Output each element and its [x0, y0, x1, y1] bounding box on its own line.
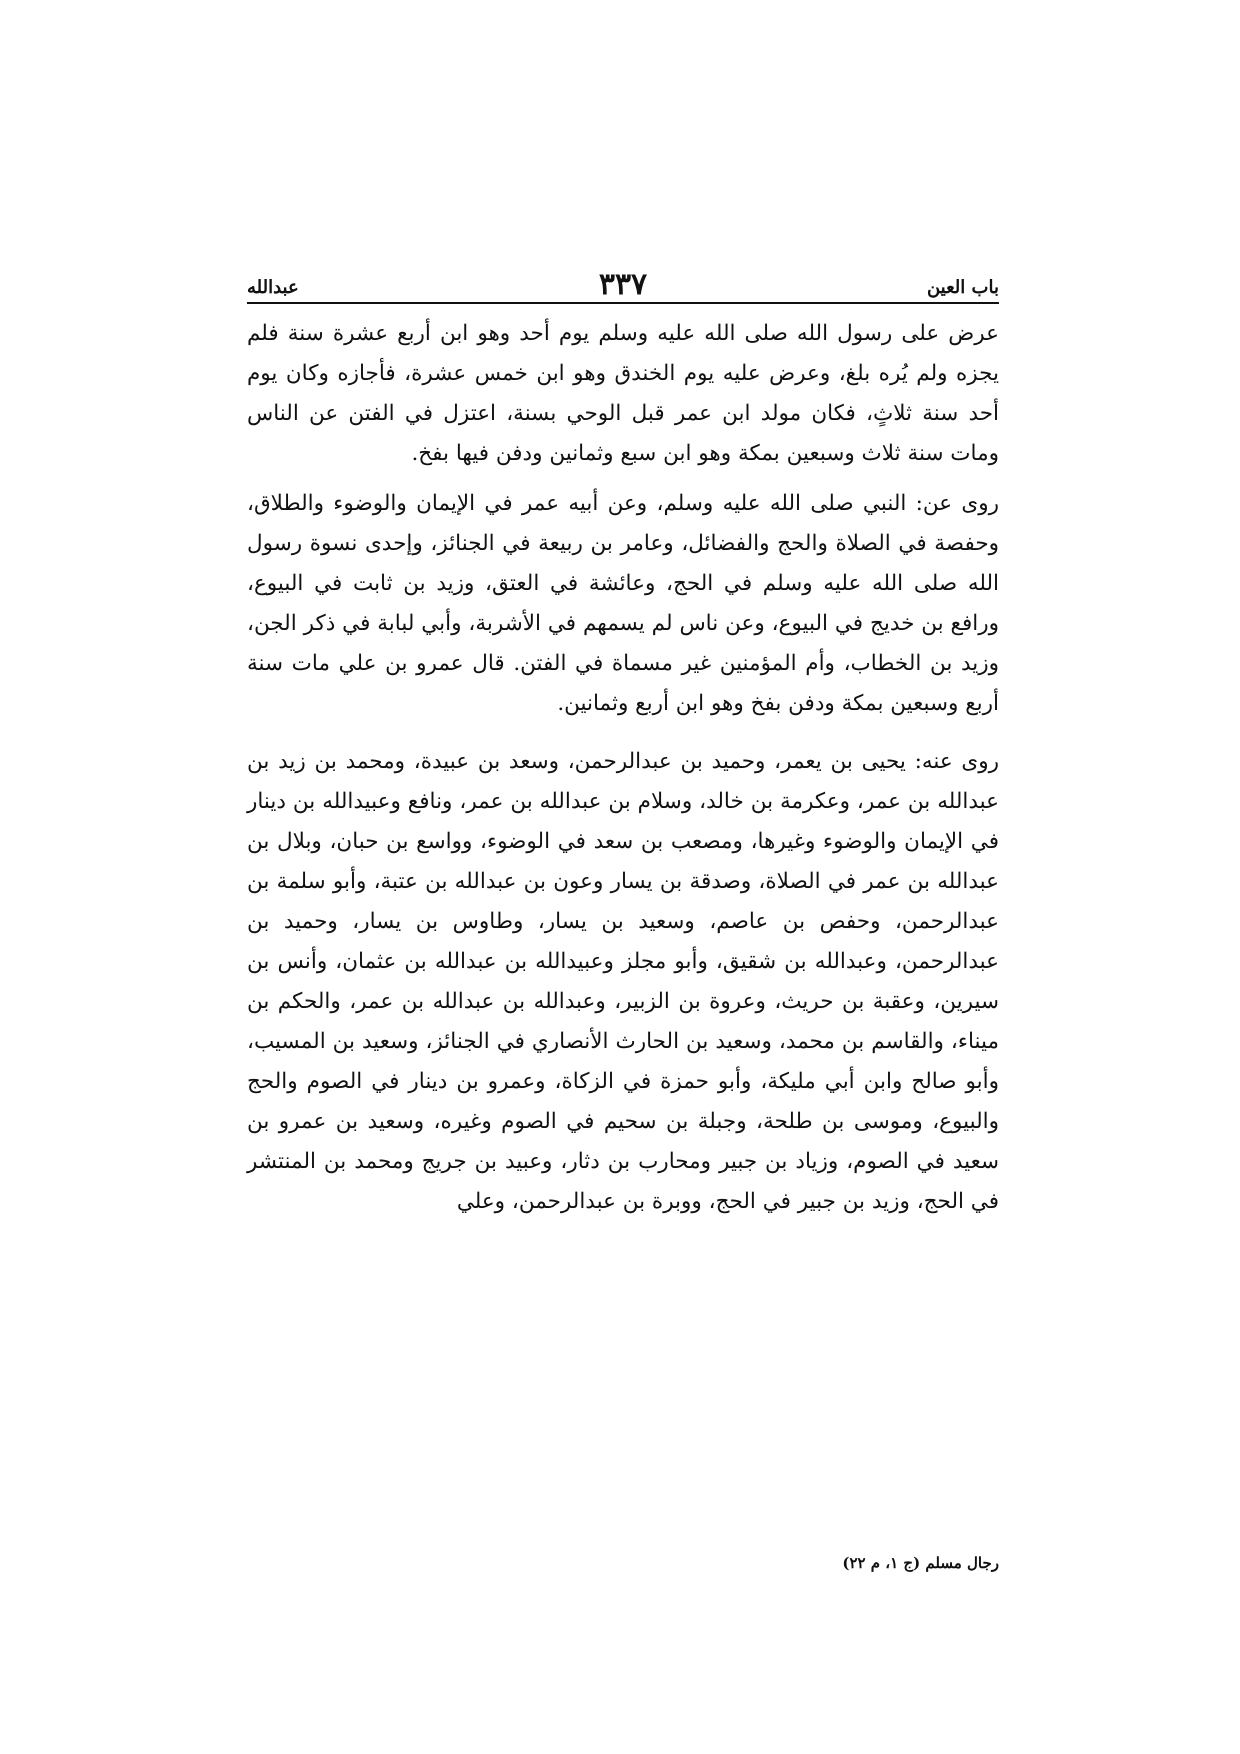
biography-paragraph: عرض على رسول الله صلى الله عليه وسلم يوم أحد وهو ابن أربع عشرة سنة فلم يجزه ولم يُره بلغ، وعرض عليه يوم الخندق وهو ابن خمس عشرة، فأجازه وكان يوم أحد سنة ثلاثٍ، فكان مولد ابن عمر قبل الوحي بسنة، اعتزل في الفتن عن الناس ومات سنة ثلاث وسبعين بمكة وهو ابن سبع وثمانين ودفن فيها بفخ.	[247, 321, 999, 466]
running-head	[247, 262, 999, 304]
narrated-by-paragraph: روى عنه: يحيى بن يعمر، وحميد بن عبدالرحمن، وسعد بن عبيدة، ومحمد بن زيد بن عبدالله بن عمر، وعكرمة بن خالد، وسلام بن عبدالله بن عمر، ونافع وعبيدالله بن دينار في الإيمان والوضوء وغيرها، ومصعب بن سعد في الوضوء، وواسع بن حبان، وبلال بن عبدالله بن عمر في الصلاة، وصدقة بن يسار وعون بن عبدالله بن عتبة، وأبو سلمة بن عبدالرحمن، وحفص بن عاصم، وسعيد بن يسار، وطاوس بن يسار، وحميد بن عبدالرحمن، وعبدالله بن شقيق، وأبو مجلز وعبيدالله بن عبدالله بن عثمان، وأنس بن سيرين، وعقبة بن حريث، وعروة بن الزبير، وعبدالله بن عبدالله بن عمر، والحكم بن ميناء، والقاسم بن محمد، وسعيد بن الحارث الأنصاري في الجنائز، وسعيد بن المسيب، وأبو صالح وابن أبي مليكة، وأبو حمزة في الزكاة، وعمرو بن دينار في الصوم والحج والبيوع، وموسى بن طلحة، وجبلة بن سحيم في الصوم وغيره، وسعيد بن عمرو بن سعيد في الصوم، وزياد بن جبير ومحارب بن دثار، وعبيد بن جريج ومحمد بن المنتشر في الحج، وزيد بن جبير في الحج، ووبرة بن عبدالرحمن، وعلي	[247, 749, 999, 1214]
entry-name: عبدالله	[247, 277, 299, 298]
section-title: باب العين	[926, 277, 999, 298]
book-page	[247, 262, 999, 1572]
page-number: ٣٣٧	[598, 267, 648, 302]
narrated-from-paragraph: روى عن: النبي صلى الله عليه وسلم، وعن أبيه عمر في الإيمان والوضوء والطلاق، وحفصة في الصلاة والحج والفضائل، وعامر بن ربيعة في الجنائز، وإحدى نسوة رسول الله صلى الله عليه وسلم في الحج، وعائشة في العتق، وزيد بن ثابت في البيوع، ورافع بن خديج في البيوع، وعن ناس لم يسمهم في الأشربة، وأبي لبابة في ذكر الجن، وزيد بن الخطاب، وأم المؤمنين غير مسماة في الفتن. قال عمرو بن علي مات سنة أربع وسبعين بمكة ودفن بفخ وهو ابن أربع وثمانين.	[247, 491, 999, 716]
footer-signature: رجال مسلم (ج ١، م ٢٢)	[842, 1554, 999, 1572]
